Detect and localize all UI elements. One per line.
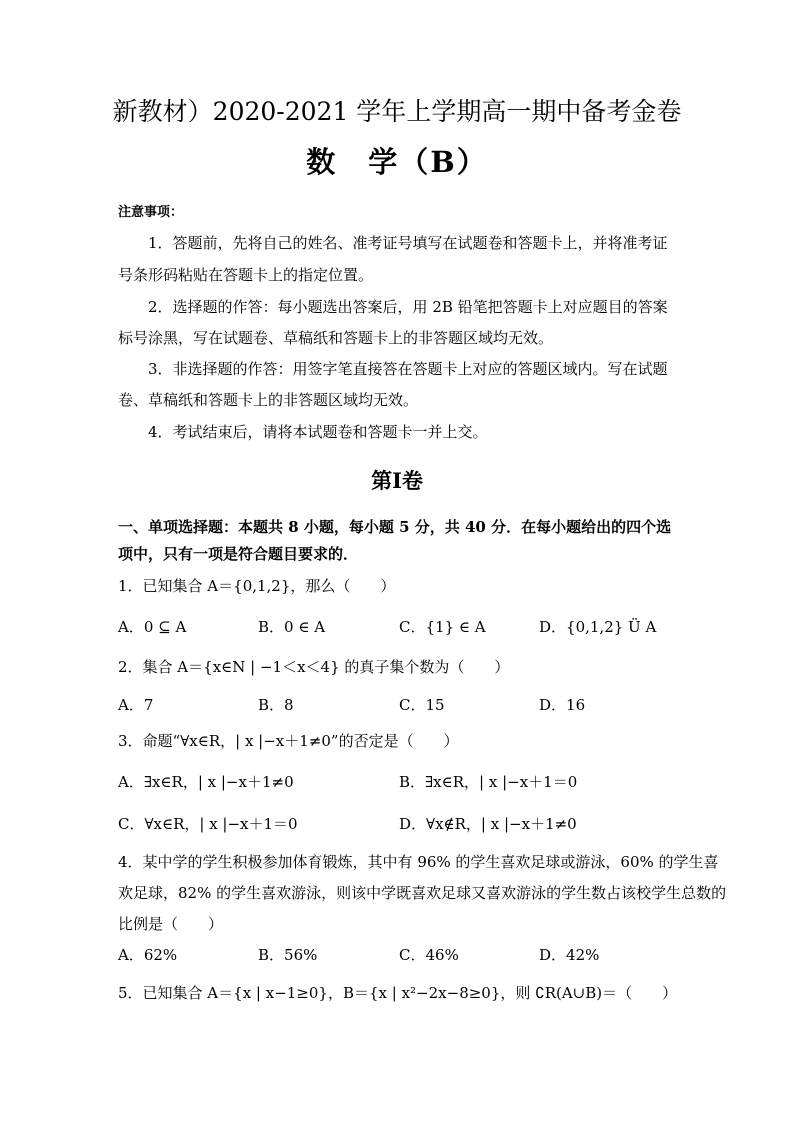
section-instruction-line-1: 一、单项选择题：本题共 8 小题，每小题 5 分，共 40 分．在每小题给出的四个选 [118,518,672,536]
notice-heading: 注意事项： [118,205,184,220]
question-3-option-c: C．∀x∈R，| x |−x＋1＝0 [118,815,298,833]
question-4-stem-line-1: 4．某中学的学生积极参加体育锻炼，其中有 96% 的学生喜欢足球或游泳，60% 的学生喜 [118,853,719,871]
notice-line-3: 2．选择题的作答：每小题选出答案后，用 2B 铅笔把答题卡上对应题目的答案 [148,298,668,316]
question-2-option-b: B．8 [258,696,294,714]
notice-line-7: 4．考试结束后，请将本试题卷和答题卡一并上交。 [148,423,488,441]
notice-line-6: 卷、草稿纸和答题卡上的非答题区域均无效。 [118,391,419,409]
question-5-stem: 5．已知集合 A＝{x | x−1≥0}，B＝{x | x²−2x−8≥0}，则 ∁R(A∪B)＝（ ） [118,984,678,1002]
question-2-option-d: D．16 [539,696,586,714]
section-title: 第Ⅰ卷 [371,468,423,493]
exam-title: 新教材）2020-2021 学年上学期高一期中备考金卷 [112,97,682,126]
question-1-stem: 1．已知集合 A＝{0,1,2}，那么（ ） [118,577,396,595]
question-3-option-b: B．∃x∈R，| x |−x＋1＝0 [399,773,578,791]
question-2-stem: 2．集合 A＝{x∈N | −1＜x＜4} 的真子集个数为（ ） [118,658,510,676]
section-instruction-line-2: 项中，只有一项是符合题目要求的． [118,545,359,563]
subject-title: 数 学（B） [306,145,488,179]
question-1-option-a: A．0 ⊆ A [118,618,187,636]
question-3-option-d: D．∀x∉R，| x |−x＋1≠0 [399,815,577,833]
question-2-option-c: C．15 [399,696,445,714]
question-1-option-b: B．0 ∈ A [258,618,326,636]
question-4-option-c: C．46% [399,946,459,964]
question-4-stem-line-3: 比例是（ ） [118,915,224,933]
question-4-option-a: A．62% [118,946,178,964]
notice-line-1: 1．答题前，先将自己的姓名、准考证号填写在试题卷和答题卡上，并将准考证 [148,234,668,252]
question-3-option-a: A．∃x∈R，| x |−x＋1≠0 [118,773,294,791]
question-4-stem-line-2: 欢足球，82% 的学生喜欢游泳，则该中学既喜欢足球又喜欢游泳的学生数占该校学生总数的 [118,884,727,902]
notice-line-2: 号条形码粘贴在答题卡上的指定位置。 [118,266,374,284]
question-4-option-d: D．42% [539,946,600,964]
question-2-option-a: A．7 [118,696,154,714]
question-1-option-d: D．{0,1,2} Ü A [539,618,657,636]
notice-line-4: 标号涂黑，写在试题卷、草稿纸和答题卡上的非答题区域均无效。 [118,329,554,347]
notice-line-5: 3．非选择题的作答：用签字笔直接答在答题卡上对应的答题区域内。写在试题 [148,360,668,378]
question-1-option-c: C．{1} ∈ A [399,618,486,636]
question-3-stem: 3．命题“∀x∈R，| x |−x＋1≠0”的否定是（ ） [118,732,459,750]
question-4-option-b: B．56% [258,946,318,964]
